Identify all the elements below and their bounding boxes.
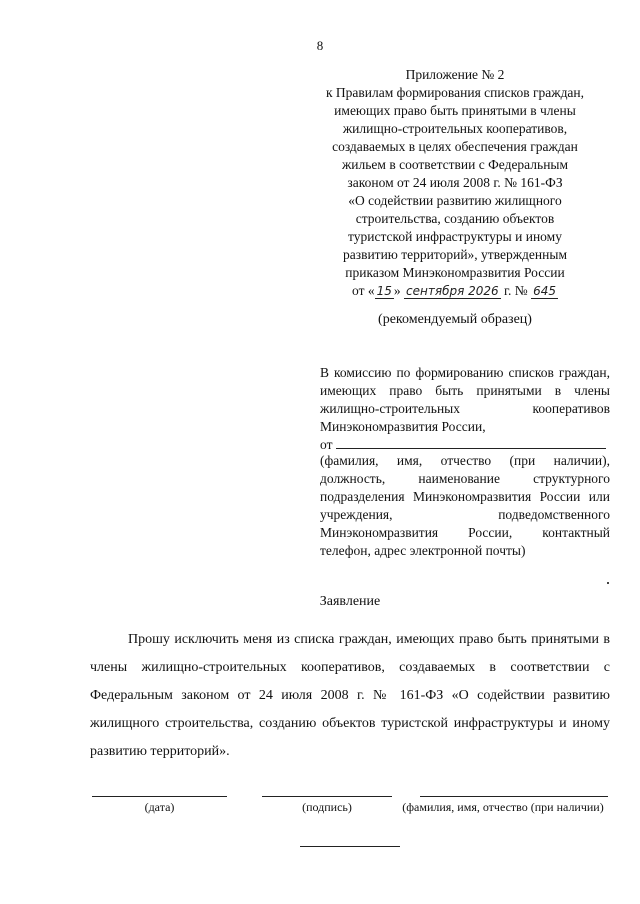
signature-label: (подпись) [302,800,352,814]
applicant-details-hint: (фамилия, имя, отчество (при наличии), должность, наименование структурного подразделения Минэкономразвития России или учреждения, подведомственного Минэкономразвития России, контактный телефон, адрес электронной почты) [320,453,610,558]
signature-line [262,796,392,797]
appendix-line: законом от 24 июля 2008 г. № 161-ФЗ [347,175,563,190]
appendix-line: развитию территорий», утвержденным [343,247,567,262]
handwritten-day: 15 [376,284,392,298]
handwritten-order-number: 645 [533,284,556,298]
name-line [420,796,608,797]
date-line [92,796,227,797]
appendix-line: туристской инфраструктуры и иному [348,229,562,244]
closing-rule [300,846,400,847]
recommended-sample-label: (рекомендуемый образец) [378,312,532,327]
appendix-line: создаваемых в целях обеспечения граждан [332,139,578,154]
appendix-line: строительства, созданию объектов [355,211,555,226]
statement-title: Заявление [319,594,381,609]
name-label: (фамилия, имя, отчество (при наличии) [402,800,604,814]
date-mid: » [393,283,401,298]
statement-body: Прошу исключить меня из списка граждан, имеющих право быть принятыми в члены жилищно-строительных кооперативов, создаваемых в соответствии с Федеральным законом от 24 июля 2008 г. № 161-ФЗ «О содействии развитию жилищного строительства, созданию объектов туристской инфраструктуры и иному развитию территорий». [90,632,610,759]
appendix-title: Приложение № 2 [405,67,505,82]
commission-addressee [320,364,610,454]
appendix-line: «О содействии развитию жилищного [348,193,562,208]
appendix-header [300,66,610,300]
page-number: 8 [316,38,324,53]
appendix-line: имеющих право быть принятыми в члены [334,103,576,118]
handwritten-month-year: сентября 2026 [406,284,499,298]
margin-mark [607,582,609,584]
appendix-line: к Правилам формирования списков граждан, [325,85,585,100]
from-blank-line [336,436,606,449]
appendix-line: приказом Минэкономразвития России [345,265,565,280]
date-suffix: г. № [500,283,532,298]
date-label: (дата) [144,800,175,814]
appendix-line: жильем в соответствии с Федеральным [341,157,569,172]
appendix-line: жилищно-строительных кооперативов, [342,121,568,136]
date-prefix: от « [352,283,375,298]
order-date-line [300,282,610,300]
from-label: от [320,437,333,452]
commission-text: В комиссию по формированию списков граждан, имеющих право быть принятыми в члены жилищно-строительных кооперативов Минэкономразвития России, [320,365,610,434]
